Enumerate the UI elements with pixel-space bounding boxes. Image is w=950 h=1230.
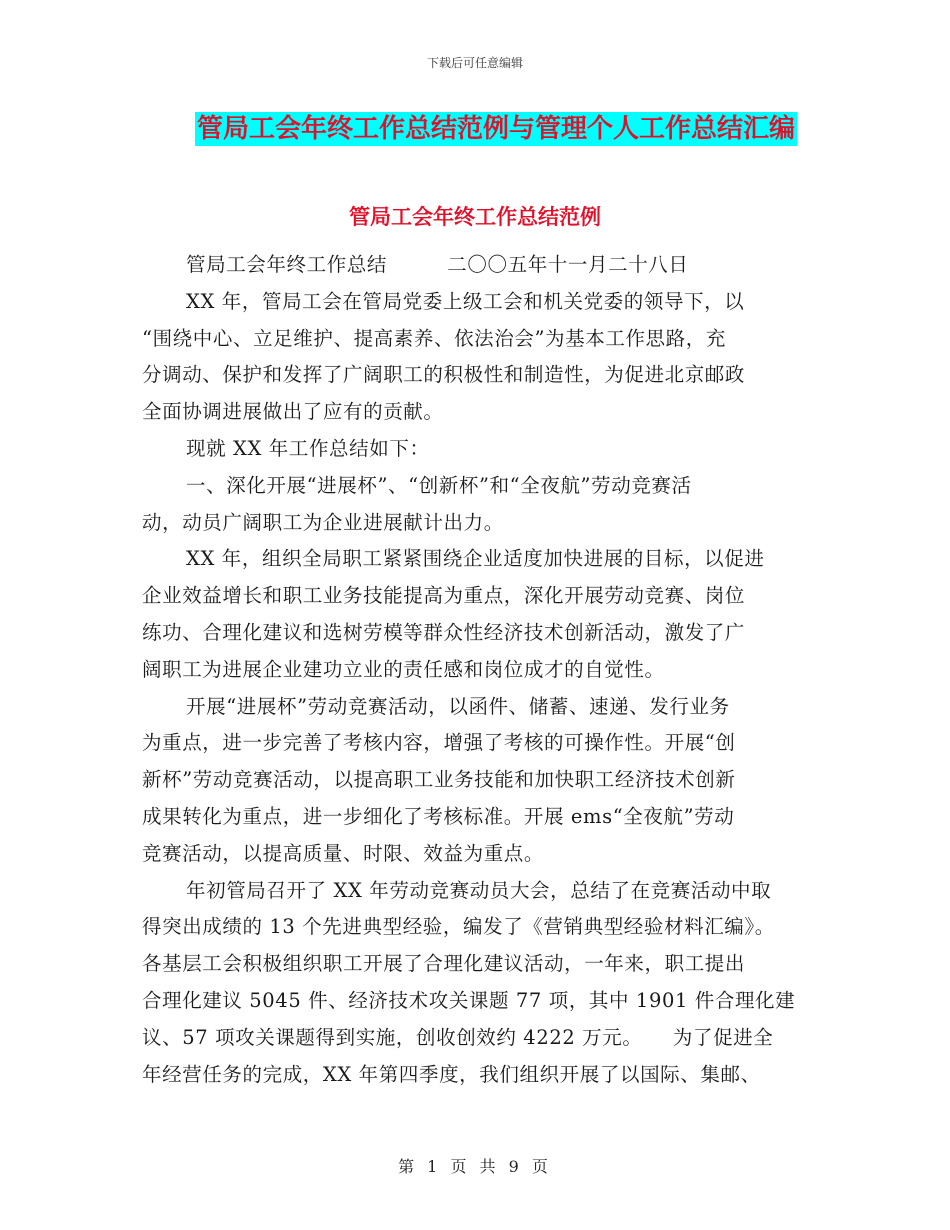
body-line: 管局工会年终工作总结 二〇〇五年十一月二十八日 (186, 253, 689, 276)
body-line: 成果转化为重点，进一步细化了考核标准。开展 ems“全夜航”劳动 (142, 804, 735, 828)
document-main-title: 管局工会年终工作总结范例与管理个人工作总结汇编 (197, 114, 796, 144)
body-line: 年初管局召开了 XX 年劳动竞赛动员大会，总结了在竞赛活动中取 (186, 878, 772, 902)
body-line: 分调动、保护和发挥了广阔职工的积极性和制造性，为促进北京邮政 (142, 363, 746, 387)
body-line: “围绕中心、立足维护、提高素养、依法治会”为基本工作思路，充 (142, 326, 726, 350)
body-line: 现就 XX 年工作总结如下： (186, 436, 430, 460)
body-line: 全面协调进展做出了应有的贡献。 (142, 400, 444, 424)
body-line: 议、57 项攻关课题得到实施，创收创效约 4222 万元。 为了促进全 (142, 1025, 774, 1049)
body-line: 一、深化开展“进展杯”、“创新杯”和“全夜航”劳动竞赛活 (186, 473, 692, 497)
document-body (142, 247, 812, 1093)
page-number: 第 1 页 共 9 页 (398, 1157, 552, 1176)
body-line: 为重点，进一步完善了考核内容，增强了考核的可操作性。开展“创 (142, 731, 736, 755)
body-line: 练功、合理化建议和选树劳模等群众性经济技术创新活动，激发了广 (142, 620, 746, 644)
body-line: 阔职工为进展企业建功立业的责任感和岗位成才的自觉性。 (142, 657, 665, 681)
body-line: 竞赛活动，以提高质量、时限、效益为重点。 (142, 841, 545, 865)
body-line: 年经营任务的完成，XX 年第四季度，我们组织开展了以国际、集邮、 (142, 1062, 761, 1086)
body-line: 新杯”劳动竞赛活动，以提高职工业务技能和加快职工经济技术创新 (142, 768, 736, 792)
document-sub-title: 管局工会年终工作总结范例 (349, 205, 601, 229)
body-line: 得突出成绩的 13 个先进典型经验，编发了《营销典型经验材料汇编》。 (142, 915, 775, 939)
body-line: XX 年，组织全局职工紧紧围绕企业适度加快进展的目标，以促进 (186, 547, 765, 571)
body-line: 各基层工会积极组织职工开展了合理化建议活动，一年来，职工提出 (142, 952, 746, 976)
body-line: 开展“进展杯”劳动竞赛活动，以函件、储蓄、速递、发行业务 (186, 694, 730, 718)
header-note: 下载后可任意编辑 (426, 56, 523, 70)
body-line: XX 年，管局工会在管局党委上级工会和机关党委的领导下，以 (186, 289, 745, 313)
body-line: 动，动员广阔职工为企业进展献计出力。 (142, 510, 504, 534)
body-line: 企业效益增长和职工业务技能提高为重点，深化开展劳动竞赛、岗位 (142, 584, 746, 608)
body-line: 合理化建议 5045 件、经济技术攻关课题 77 项，其中 1901 件合理化建 (142, 988, 796, 1012)
